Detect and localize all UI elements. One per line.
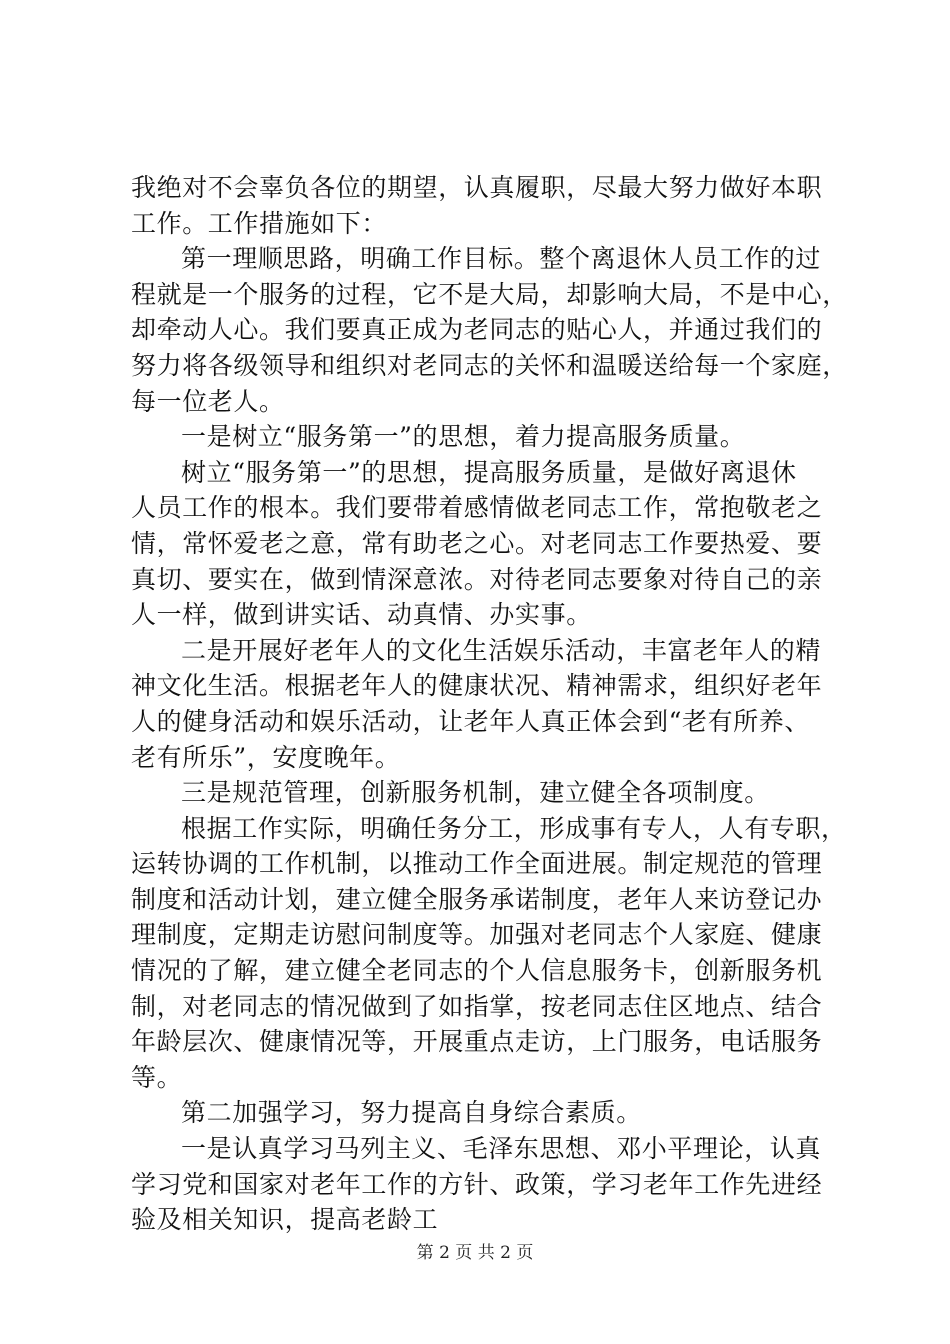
- text-line: 人员工作的根本。我们要带着感情做老同志工作，常抱敬老之: [131, 493, 823, 523]
- text-line: 努力将各级领导和组织对老同志的关怀和温暖送给每一个家庭，: [131, 350, 848, 380]
- text-line: 人一样，做到讲实话、动真情、办实事。: [131, 600, 592, 630]
- text-line: 情，常怀爱老之意，常有助老之心。对老同志工作要热爱、要: [131, 528, 823, 558]
- text-line: 神文化生活。根据老年人的健康状况、精神需求，组织好老年: [131, 671, 823, 701]
- text-line: 等。: [131, 1062, 183, 1092]
- paragraph-start: 树立“服务第一”的思想，提高服务质量，是做好离退休: [181, 457, 797, 487]
- text-line: 理制度，定期走访慰问制度等。加强对老同志个人家庭、健康: [131, 920, 823, 950]
- section-heading: 第一理顺思路，明确工作目标。整个离退休人员工作的过: [181, 244, 822, 274]
- text-line: 工作。工作措施如下：: [131, 208, 388, 238]
- page-footer: 第 2 页 共 2 页: [416, 1243, 534, 1263]
- text-line: 每一位老人。: [131, 386, 285, 416]
- text-line: 学习党和国家对老年工作的方针、政策，学习老年工作先进经: [131, 1169, 823, 1199]
- text-line: 我绝对不会辜负各位的期望，认真履职，尽最大努力做好本职: [131, 173, 823, 202]
- section-heading: 第二加强学习，努力提高自身综合素质。: [181, 1098, 642, 1128]
- subsection-heading: 三是规范管理，创新服务机制，建立健全各项制度。: [181, 778, 770, 808]
- text-line: 运转协调的工作机制，以推动工作全面进展。制定规范的管理: [131, 849, 823, 879]
- text-line: 年龄层次、健康情况等，开展重点走访，上门服务，电话服务: [131, 1027, 823, 1057]
- document-body: [131, 170, 848, 1238]
- paragraph-start: 二是开展好老年人的文化生活娱乐活动，丰富老年人的精: [181, 635, 822, 665]
- text-line: 人的健身活动和娱乐活动，让老年人真正体会到“老有所养、: [131, 706, 810, 736]
- subsection-heading: 一是树立“服务第一”的思想，着力提高服务质量。: [181, 422, 746, 452]
- paragraph-start: 一是认真学习马列主义、毛泽东思想、邓小平理论，认真: [181, 1134, 822, 1164]
- text-line: 真切、要实在，做到情深意浓。对待老同志要象对待自己的亲: [131, 564, 823, 594]
- text-line: 情况的了解，建立健全老同志的个人信息服务卡，创新服务机: [131, 956, 823, 986]
- text-line: 制，对老同志的情况做到了如指掌，按老同志住区地点、结合: [131, 991, 823, 1021]
- paragraph-start: 根据工作实际，明确任务分工，形成事有专人，人有专职，: [181, 813, 847, 843]
- text-line: 程就是一个服务的过程，它不是大局，却影响大局，不是中心，: [131, 279, 848, 309]
- text-line: 老有所乐”，安度晚年。: [131, 742, 401, 772]
- text-line: 却牵动人心。我们要真正成为老同志的贴心人，并通过我们的: [131, 315, 823, 345]
- text-line: 制度和活动计划，建立健全服务承诺制度，老年人来访登记办: [131, 884, 823, 914]
- text-line: 验及相关知识，提高老龄工: [131, 1205, 439, 1235]
